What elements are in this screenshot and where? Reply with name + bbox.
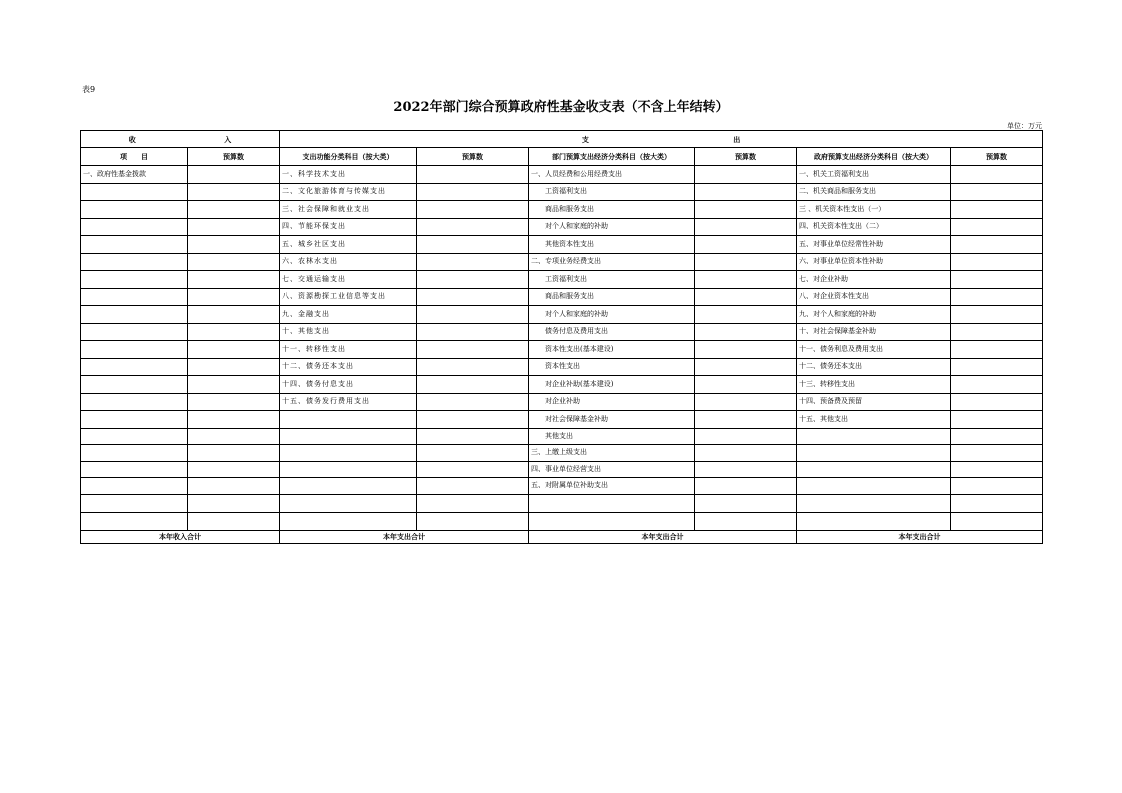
table-cell: 二、专项业务经费支出 [529,253,695,271]
table-cell: 三、社会保障和就业支出 [280,201,417,219]
table-cell [951,166,1043,184]
table-cell [951,393,1043,411]
table-cell [951,461,1043,478]
table-row [81,183,1043,201]
totals-row [81,530,1043,543]
income-total-label: 本年收入合计 [81,530,280,543]
table-cell [81,253,188,271]
table-cell: 一、人员经费和公用经费支出 [529,166,695,184]
table-cell [951,236,1043,254]
table-cell [188,218,280,236]
table-cell: 对社会保障基金补助 [529,411,695,429]
table-cell: 其他资本性支出 [529,236,695,254]
col-header-item: 项 目 [81,148,188,166]
table-cell: 九、对个人和家庭的补助 [797,306,951,324]
functional-total-label: 本年支出合计 [280,530,529,543]
table-cell [951,288,1043,306]
table-cell [695,341,797,359]
table-cell: 十二、债务还本支出 [797,358,951,376]
table-cell [81,271,188,289]
col-header-budget-1: 预算数 [188,148,280,166]
table-cell [81,236,188,254]
table-cell [797,478,951,495]
table-cell [188,512,280,530]
table-cell: 二、文化旅游体育与传媒支出 [280,183,417,201]
table-cell [280,461,417,478]
page-title: 2022年部门综合预算政府性基金收支表（不含上年结转） [393,100,729,115]
table-cell: 五、对附属单位补助支出 [529,478,695,495]
col-header-budget-4: 预算数 [951,148,1043,166]
table-row [81,288,1043,306]
table-cell [797,445,951,462]
table-cell [188,201,280,219]
income-header-char-2: 入 [224,134,232,144]
table-cell: 十四、债务付息支出 [280,376,417,394]
col-header-functional-class: 支出功能分类科目（按大类） [280,148,417,166]
table-cell: 一、科学技术支出 [280,166,417,184]
table-row [81,271,1043,289]
table-cell [81,201,188,219]
table-cell [695,323,797,341]
table-cell [417,445,529,462]
table-cell [797,428,951,445]
table-cell [188,411,280,429]
table-cell: 商品和服务支出 [529,288,695,306]
table-cell [188,341,280,359]
income-header-char-1: 收 [128,134,136,144]
table-cell [188,494,280,512]
table-cell [951,428,1043,445]
table-cell [81,393,188,411]
table-cell: 十一、债务利息及费用支出 [797,341,951,359]
table-cell [417,323,529,341]
column-header-row [81,148,1043,166]
table-cell [188,358,280,376]
expenditure-header-char-2: 出 [733,134,741,144]
table-cell [417,288,529,306]
table-cell [695,358,797,376]
table-cell [695,201,797,219]
table-cell [188,271,280,289]
table-cell [695,393,797,411]
table-row [81,323,1043,341]
table-cell [695,253,797,271]
dept-economic-total-label: 本年支出合计 [529,530,797,543]
table-cell [695,236,797,254]
table-cell [81,478,188,495]
table-cell [188,166,280,184]
table-row [81,411,1043,429]
table-cell: 三 、机关资本性支出（一） [797,201,951,219]
income-section-header [81,131,280,148]
table-cell [417,478,529,495]
table-cell [417,411,529,429]
table-cell: 十、其他支出 [280,323,417,341]
table-cell [951,341,1043,359]
table-cell [81,218,188,236]
table-cell: 三、上缴上级支出 [529,445,695,462]
table-cell [695,376,797,394]
table-cell [280,478,417,495]
table-cell [951,478,1043,495]
table-cell [417,358,529,376]
table-cell: 四、节能环保支出 [280,218,417,236]
table-row [81,306,1043,324]
table-cell [417,512,529,530]
col-header-budget-2: 预算数 [417,148,529,166]
table-cell [280,494,417,512]
table-cell [695,306,797,324]
table-cell [417,166,529,184]
table-cell: 二、机关商品和服务支出 [797,183,951,201]
table-cell [188,236,280,254]
table-cell: 十四、预备费及预留 [797,393,951,411]
table-cell [529,494,695,512]
table-cell: 工资福利支出 [529,271,695,289]
table-cell: 八、对企业资本性支出 [797,288,951,306]
table-cell [695,428,797,445]
table-cell [417,253,529,271]
table-cell [81,306,188,324]
table-cell [280,445,417,462]
table-cell [695,445,797,462]
unit-label: 单位：万元 [1007,122,1042,130]
table-cell [188,428,280,445]
table-cell [797,512,951,530]
table-cell: 四、机关资本性支出（二） [797,218,951,236]
table-cell: 十二、债务还本支出 [280,358,417,376]
table-cell [951,411,1043,429]
table-cell [81,376,188,394]
table-cell: 对企业补助 [529,393,695,411]
table-cell [188,478,280,495]
table-cell [280,512,417,530]
table-row [81,393,1043,411]
table-cell [188,461,280,478]
table-cell [797,494,951,512]
table-cell [417,428,529,445]
table-row [81,512,1043,530]
table-cell [695,478,797,495]
table-cell [81,358,188,376]
col-header-gov-economic-class: 政府预算支出经济分类科目（按大类） [797,148,951,166]
table-cell [417,218,529,236]
table-row [81,358,1043,376]
col-header-budget-3: 预算数 [695,148,797,166]
table-cell [188,306,280,324]
table-cell: 十三、转移性支出 [797,376,951,394]
table-cell [797,461,951,478]
table-cell: 一、政府性基金拨款 [81,166,188,184]
table-cell [951,358,1043,376]
table-cell [188,288,280,306]
table-cell: 资本性支出 [529,358,695,376]
table-cell [81,411,188,429]
table-cell [417,271,529,289]
table-cell [951,183,1043,201]
expenditure-section-header [280,131,1043,148]
table-cell: 商品和服务支出 [529,201,695,219]
table-cell [417,183,529,201]
table-cell [695,271,797,289]
table-cell [417,393,529,411]
table-row [81,341,1043,359]
table-cell: 九、金融支出 [280,306,417,324]
table-cell [951,512,1043,530]
table-cell: 一、机关工资福利支出 [797,166,951,184]
table-cell [951,253,1043,271]
table-cell [695,461,797,478]
table-row [81,478,1043,495]
table-cell [951,271,1043,289]
col-header-dept-economic-class: 部门预算支出经济分类科目（按大类） [529,148,695,166]
table-cell [951,323,1043,341]
table-cell [951,376,1043,394]
table-row [81,253,1043,271]
table-cell: 工资福利支出 [529,183,695,201]
table-cell [417,461,529,478]
table-cell: 十五、债务发行费用支出 [280,393,417,411]
table-cell [417,236,529,254]
table-cell [695,494,797,512]
table-cell: 六、对事业单位资本性补助 [797,253,951,271]
table-row [81,494,1043,512]
table-cell [951,445,1043,462]
table-cell: 十一、转移性支出 [280,341,417,359]
table-row [81,218,1043,236]
table-cell [81,494,188,512]
table-cell [417,306,529,324]
table-cell: 对个人和家庭的补助 [529,306,695,324]
table-cell [417,201,529,219]
table-row [81,236,1043,254]
table-cell [81,445,188,462]
table-cell [417,494,529,512]
table-cell [951,218,1043,236]
table-cell: 十五、其他支出 [797,411,951,429]
table-cell [417,376,529,394]
expenditure-header-char-1: 支 [581,134,589,144]
section-header-row [81,131,1043,148]
table-cell: 八、资源勘探工业信息等支出 [280,288,417,306]
table-cell [81,512,188,530]
table-cell: 七、交通运输支出 [280,271,417,289]
table-cell [417,341,529,359]
table-row [81,166,1043,184]
table-cell [695,218,797,236]
table-cell: 五、城乡社区支出 [280,236,417,254]
table-cell [188,376,280,394]
table-cell: 十、对社会保障基金补助 [797,323,951,341]
table-cell [81,341,188,359]
table-cell: 六、农林水支出 [280,253,417,271]
table-cell [188,393,280,411]
table-cell [188,253,280,271]
table-cell [951,494,1043,512]
table-cell [81,183,188,201]
table-cell: 五、对事业单位经常性补助 [797,236,951,254]
table-cell [188,183,280,201]
table-cell [188,445,280,462]
table-cell [188,323,280,341]
budget-table [80,130,1043,544]
table-cell: 对企业补助(基本建设) [529,376,695,394]
table-row [81,376,1043,394]
table-cell [529,512,695,530]
table-cell: 四、事业单位经营支出 [529,461,695,478]
gov-economic-total-label: 本年支出合计 [797,530,1043,543]
table-row [81,461,1043,478]
table-row [81,445,1043,462]
table-cell [695,288,797,306]
table-cell [81,323,188,341]
table-cell [951,201,1043,219]
table-cell: 债务付息及费用支出 [529,323,695,341]
table-cell [695,411,797,429]
table-cell [695,166,797,184]
table-cell [280,411,417,429]
table-cell [81,461,188,478]
table-cell [280,428,417,445]
table-cell: 其他支出 [529,428,695,445]
table-cell [81,288,188,306]
table-cell: 资本性支出(基本建设) [529,341,695,359]
table-cell: 七、对企业补助 [797,271,951,289]
table-cell [695,183,797,201]
table-cell [81,428,188,445]
table-cell: 对个人和家庭的补助 [529,218,695,236]
table-row [81,428,1043,445]
table-cell [695,512,797,530]
table-number-label: 表9 [82,85,96,94]
table-row [81,201,1043,219]
table-cell [951,306,1043,324]
